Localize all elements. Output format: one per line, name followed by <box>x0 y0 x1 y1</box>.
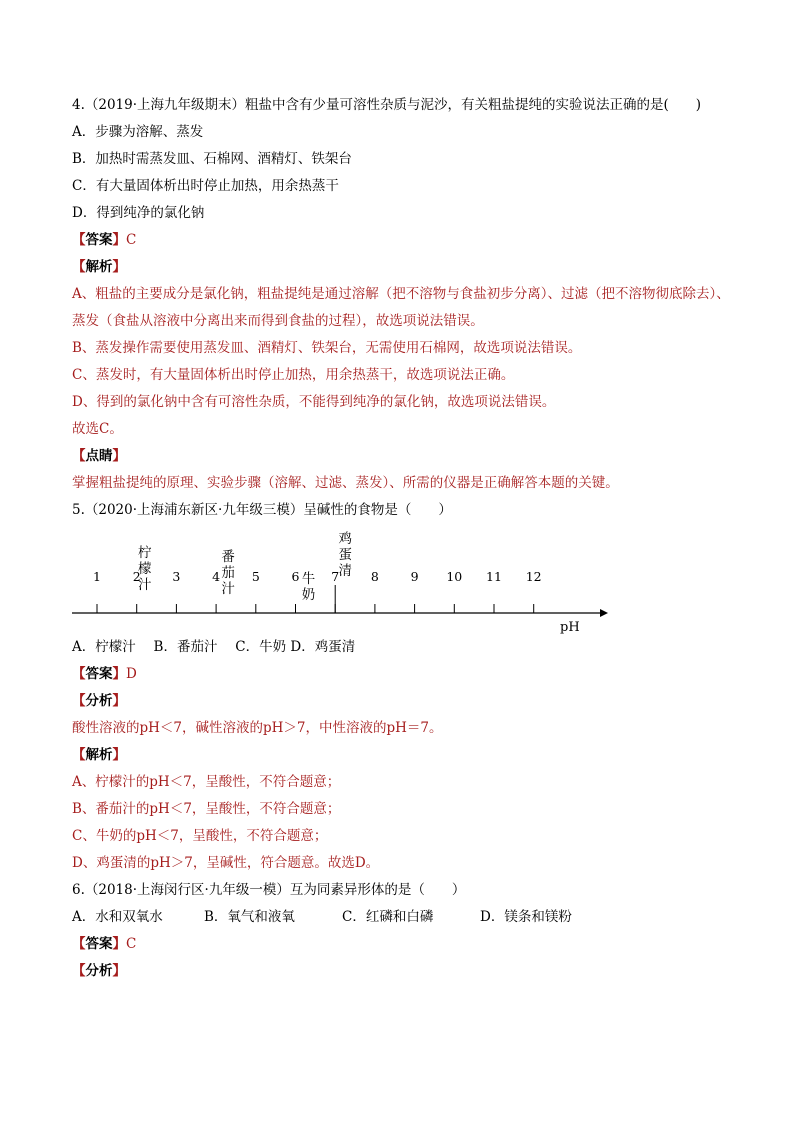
ph-tick-label: 6 <box>291 569 300 584</box>
ph-food-label: 柠 檬 汁 <box>137 545 152 593</box>
ph-tick-label: 2 <box>132 569 141 584</box>
q4-answer-value: C <box>126 232 137 248</box>
q4-option-c: C．有大量固体析出时停止加热，用余热蒸干 <box>72 178 339 194</box>
q4-option-b: B．加热时需蒸发皿、石棉网、酒精灯、铁架台 <box>72 151 352 167</box>
q4-analysis-b: B、蒸发操作需要使用蒸发皿、酒精灯、铁架台，无需使用石棉网，故选项说法错误。 <box>72 340 582 356</box>
q4-stem: 4.（2019·上海九年级期末）粗盐中含有少量可溶性杂质与泥沙，有关粗盐提纯的实验说法正确的是( ) <box>72 97 702 113</box>
q6-options <box>72 904 732 931</box>
q5-options: A．柠檬汁 B．番茄汁 C．牛奶 D．鸡蛋清 <box>72 639 356 655</box>
q4-option-a: A．步骤为溶解、蒸发 <box>72 124 204 140</box>
q6-answer-value: C <box>126 936 137 952</box>
q4-conclusion: 故选C。 <box>72 421 123 437</box>
q4-tip-heading <box>72 443 732 470</box>
ph-tick-label: 9 <box>410 569 419 584</box>
ph-tick-label: 3 <box>172 569 181 584</box>
analysis-tag: 【解析】 <box>72 747 126 763</box>
q4-analysis-heading <box>72 254 732 281</box>
ph-axis-arrow <box>600 609 608 617</box>
q5-fenxi: 酸性溶液的pH＜7，碱性溶液的pH＞7，中性溶液的pH＝7。 <box>72 720 443 736</box>
ph-food-label: 番 茄 汁 <box>221 549 235 597</box>
ph-tick-label: 7 <box>331 569 340 584</box>
q5-analysis-a: A、柠檬汁的pH＜7，呈酸性，不符合题意； <box>72 774 341 790</box>
q4-option-d: D．得到纯净的氯化钠 <box>72 205 205 221</box>
q4-analysis-a: A、粗盐的主要成分是氯化钠，粗盐提纯是通过溶解（把不溶物与食盐初步分离）、过滤（把不溶物彻底除去）、蒸发（食盐从溶液中分离出来而得到食盐的过程），故选项说法错误。 <box>72 286 730 329</box>
ph-food-label: 牛 奶 <box>301 571 316 603</box>
q4-tip: 掌握粗盐提纯的原理、实验步骤（溶解、过滤、蒸发）、所需的仪器是正确解答本题的关键。 <box>72 475 619 491</box>
ph-tick-label: 5 <box>251 569 260 584</box>
ph-scale-figure <box>72 524 732 634</box>
ph-axis-label: pH <box>560 620 580 635</box>
q5-answer <box>72 661 732 688</box>
q6-option-c: C．红磷和白磷 <box>342 909 434 925</box>
q6-stem: 6.（2018·上海闵行区·九年级一模）互为同素异形体的是（ ） <box>72 882 466 898</box>
q6-answer <box>72 931 732 958</box>
ph-tick-label: 12 <box>525 569 542 584</box>
analysis-tag: 【解析】 <box>72 259 126 275</box>
q5-fenxi-heading <box>72 688 732 715</box>
ph-tick-label: 8 <box>370 569 379 584</box>
answer-tag: 【答案】 <box>72 936 126 952</box>
q5-analysis-d: D、鸡蛋清的pH＞7，呈碱性，符合题意。故选D。 <box>72 855 380 871</box>
q4-answer <box>72 227 732 254</box>
q6-fenxi-heading <box>72 958 732 985</box>
q5-analysis-c: C、牛奶的pH＜7，呈酸性，不符合题意； <box>72 828 328 844</box>
q5-answer-value: D <box>126 666 137 682</box>
ph-tick-label: 10 <box>446 569 463 584</box>
q4-analysis-d: D、得到的氯化钠中含有可溶性杂质，不能得到纯净的氯化钠，故选项说法错误。 <box>72 394 556 410</box>
q6-option-a: A．水和双氧水 <box>72 909 163 925</box>
q4-analysis-c: C、蒸发时，有大量固体析出时停止加热，用余热蒸干，故选项说法正确。 <box>72 367 515 383</box>
q5-stem: 5.（2020·上海浦东新区·九年级三模）呈碱性的食物是（ ） <box>72 502 452 518</box>
q6-option-d: D．镁条和镁粉 <box>480 909 572 925</box>
ph-tick-label: 4 <box>212 569 221 584</box>
ph-tick-label: 11 <box>486 569 502 584</box>
q5-analysis-heading <box>72 742 732 769</box>
ph-food-label: 鸡 蛋 清 <box>338 531 352 579</box>
q6-option-b: B．氧气和液氧 <box>204 909 295 925</box>
answer-tag: 【答案】 <box>72 232 126 248</box>
fenxi-tag: 【分析】 <box>72 693 126 709</box>
q5-analysis-b: B、番茄汁的pH＜7，呈酸性，不符合题意； <box>72 801 341 817</box>
document-page <box>72 92 732 985</box>
fenxi-tag: 【分析】 <box>72 963 126 979</box>
ph-tick-label: 1 <box>93 569 101 584</box>
answer-tag: 【答案】 <box>72 666 126 682</box>
tip-tag: 【点睛】 <box>72 448 126 464</box>
